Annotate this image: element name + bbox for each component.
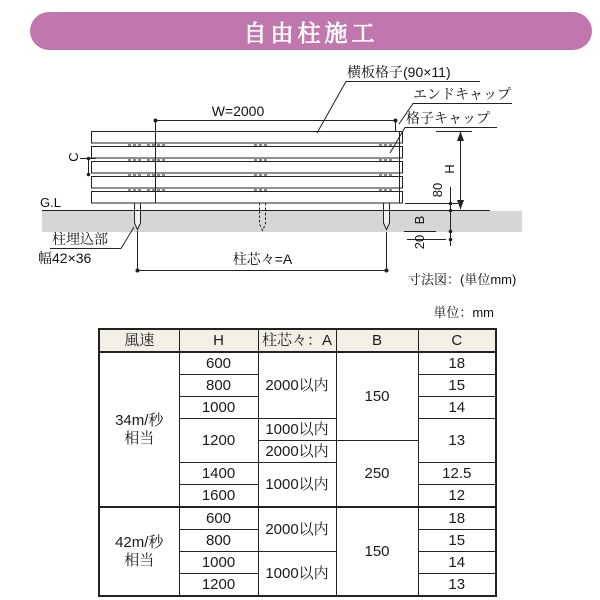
cell-c: 14: [418, 552, 496, 574]
col-header-b: B: [336, 329, 418, 352]
callout-latticecap-label: 格子キャップ: [406, 110, 490, 126]
col-header-h: H: [179, 329, 258, 352]
cell-h: 800: [179, 530, 258, 552]
cell-c: 15: [418, 375, 496, 397]
col-header-wind: 風速: [99, 329, 179, 352]
dim-c-label: C: [65, 152, 81, 162]
cell-b: 150: [336, 507, 418, 596]
cell-c: 18: [418, 352, 496, 375]
cell-c: 13: [418, 574, 496, 597]
post-embed-label: 柱埋込部: [52, 231, 108, 247]
cell-wind: 34m/秒 相当: [99, 352, 179, 507]
w-dimension-label: W=2000: [211, 103, 265, 119]
diagram-caption: 寸法図：(単位mm): [408, 272, 517, 287]
cell-h: 1000: [179, 552, 258, 574]
table-row: [99, 352, 496, 375]
col-header-a: 柱芯々：A: [258, 329, 336, 352]
cell-a: 1000以内: [258, 463, 336, 508]
cell-c: 15: [418, 530, 496, 552]
cell-a: 1000以内: [258, 552, 336, 597]
cell-h: 800: [179, 375, 258, 397]
col-header-c: C: [418, 329, 496, 352]
cell-c: 12.5: [418, 463, 496, 485]
cell-c: 14: [418, 397, 496, 419]
dim-20-label: 20: [411, 234, 427, 250]
ground-line-label: G.L: [40, 195, 61, 210]
cell-a: 1000以内: [258, 419, 336, 441]
cell-h: 1200: [179, 419, 258, 463]
post-pitch-label: 柱芯々=A: [232, 251, 293, 267]
cell-a: 2000以内: [258, 441, 336, 463]
cell-b: 150: [336, 352, 418, 441]
dim-h-label: H: [441, 164, 457, 174]
cell-c: 12: [418, 485, 496, 508]
table-row: [99, 507, 496, 530]
cell-b: 250: [336, 441, 418, 508]
callout-board-label: 横板格子(90×11): [347, 64, 451, 80]
cell-h: 1000: [179, 397, 258, 419]
spec-table: [98, 328, 497, 597]
table-header-row: [99, 329, 496, 352]
cell-a: 2000以内: [258, 507, 336, 552]
cell-c: 18: [418, 507, 496, 530]
cell-c: 13: [418, 419, 496, 463]
cell-h: 1400: [179, 463, 258, 485]
post-embed-size-label: 幅42×36: [38, 250, 92, 266]
cell-a: 2000以内: [258, 352, 336, 419]
table-unit-note: 単位：mm: [433, 305, 494, 320]
dim-80-label: 80: [429, 182, 445, 198]
callout-endcap-label: エンドキャップ: [413, 86, 511, 102]
cell-h: 600: [179, 507, 258, 530]
cell-h: 1200: [179, 574, 258, 597]
page-title: 自由柱施工: [243, 19, 379, 46]
cell-h: 600: [179, 352, 258, 375]
cell-h: 1600: [179, 485, 258, 508]
cell-wind: 42m/秒 相当: [99, 507, 179, 596]
dim-b-label: B: [411, 215, 427, 225]
